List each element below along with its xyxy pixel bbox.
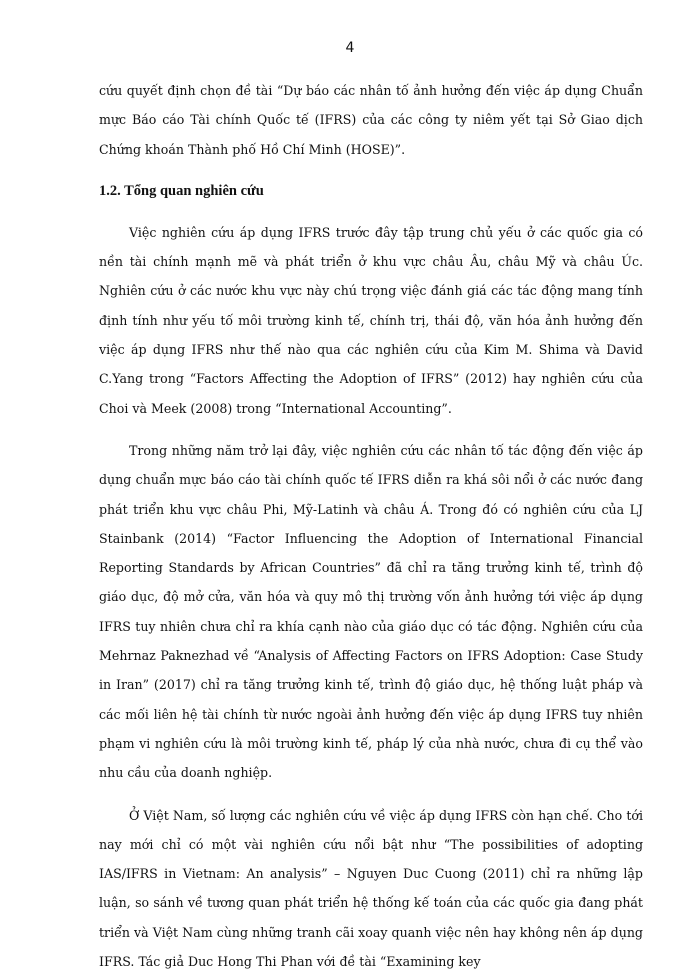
document-body (99, 76, 643, 976)
body-paragraph-1: Việc nghiên cứu áp dụng IFRS trước đây tập trung chủ yếu ở các quốc gia có nền tài chính mạnh mẽ và phát triển ở khu vực châu Âu, châu Mỹ và châu Úc. Nghiên cứu ở các nước khu vực này chú trọng việc đánh giá các tác động mang tính định tính như yếu tố môi trường kinh tế, chính trị, thái độ, văn hóa ảnh hưởng đến việc áp dụng IFRS như thế nào qua các nghiên cứu của Kim M. Shima và David C.Yang trong “Factors Affecting the Adoption of IFRS” (2012) hay nghiên cứu của Choi và Meek (2008) trong “International Accounting”. (99, 224, 643, 416)
body-paragraph-3: Ở Việt Nam, số lượng các nghiên cứu về việc áp dụng IFRS còn hạn chế. Cho tới nay mới chỉ có một vài nghiên cứu nổi bật như “The possibilities of adopting IAS/IFRS in Vietnam: An analysis” – Nguyen Duc Cuong (2011) chỉ ra những lập luận, so sánh về tương quan phát triển hệ thống kế toán của các quốc gia đang phát triển và Việt Nam cùng những tranh cãi xoay quanh việc nên hay không nên áp dụng IFRS. Tác giả Duc Hong Thi Phan với đề tài “Examining key (99, 807, 643, 970)
body-paragraph-2: Trong những năm trở lại đây, việc nghiên cứu các nhân tố tác động đến việc áp dụng chuẩn mực báo cáo tài chính quốc tế IFRS diễn ra khá sôi nổi ở các nước đang phát triển khu vực châu Phi, Mỹ-Latinh và châu Á. Trong đó có nghiên cứu của LJ Stainbank (2014) “Factor Influencing the Adoption of International Financial Reporting Standards by African Countries” đã chỉ ra tăng trưởng kinh tế, trình độ giáo dục, độ mở cửa, văn hóa và quy mô thị trường vốn ảnh hưởng tới việc áp dụng IFRS tuy nhiên chưa chỉ ra khía cạnh nào của giáo dục có tác động. Nghiên cứu của Mehrnaz Paknezhad về “Analysis of Affecting Factors on IFRS Adoption: Case Study in Iran” (2017) chỉ ra tăng trưởng kinh tế, trình độ giáo dục, hệ thống luật pháp và các mối liên hệ tài chính từ nước ngoài ảnh hưởng đến việc áp dụng IFRS tuy nhiên phạm vi nghiên cứu là môi trường kinh tế, pháp lý của nhà nước, chưa đi cụ thể vào nhu cầu của doanh nghiệp. (99, 442, 643, 781)
intro-paragraph: cứu quyết định chọn đề tài “Dự báo các nhân tố ảnh hưởng đến việc áp dụng Chuẩn mực Báo cáo Tài chính Quốc tế (IFRS) của các công ty niêm yết tại Sở Giao dịch Chứng khoán Thành phố Hồ Chí Minh (HOSE)”. (99, 83, 643, 157)
page-number: 4 (345, 40, 355, 56)
section-heading: 1.2. Tổng quan nghiên cứu (99, 182, 264, 199)
